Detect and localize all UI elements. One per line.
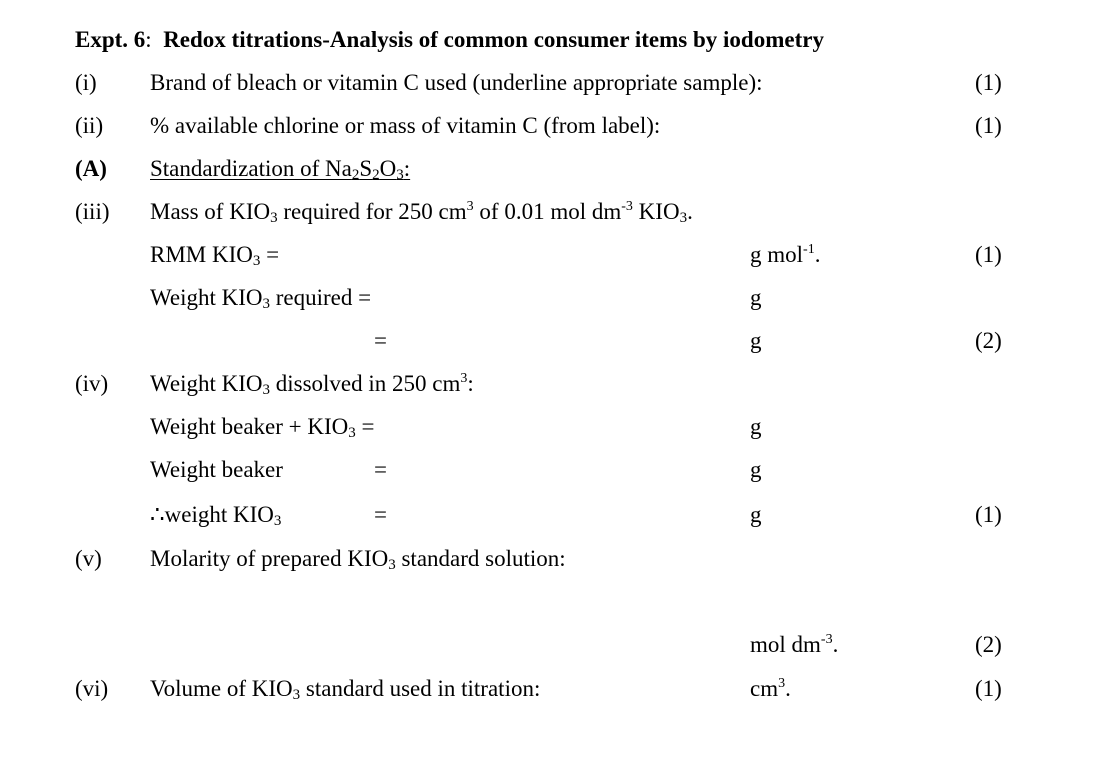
item-ii-mark: (1) <box>975 113 1002 138</box>
beaker-unit: g <box>750 457 762 482</box>
weight-required-equals: = <box>374 328 387 353</box>
weight-required-unit: g <box>750 285 762 310</box>
item-iv-number: (iv) <box>75 371 109 396</box>
item-iii-number: (iii) <box>75 199 110 224</box>
title-colon: : <box>145 27 152 52</box>
volume-mark: (1) <box>975 676 1002 701</box>
section-a-number: (A) <box>75 156 107 181</box>
weight-required-label: Weight $KIO_3$ required = <box>150 285 372 312</box>
beaker-equals: = <box>374 457 387 482</box>
page-title <box>75 26 824 54</box>
therefore-equals: = <box>374 502 387 527</box>
item-vi-label: Volume of $KIO_3$ standard used in titration: <box>150 676 541 703</box>
volume-unit: $cm^3$. <box>750 676 791 701</box>
therefore-weight-label: ∴weight $KIO_3$ <box>150 502 282 529</box>
weight-required-mark: (2) <box>975 328 1002 353</box>
item-ii-number: (ii) <box>75 113 104 138</box>
item-ii-label: % available chlorine or mass of vitamin C (from label): <box>150 113 661 138</box>
item-i-mark: (1) <box>975 70 1002 95</box>
item-iv-label: Weight $KIO_3$ dissolved in 250 $cm^3$: <box>150 371 474 398</box>
item-v-number: (v) <box>75 546 102 571</box>
molarity-mark: (2) <box>975 632 1002 657</box>
title-text: Redox titrations-Analysis of common consumer items by iodometry <box>163 27 824 52</box>
item-i-number: (i) <box>75 70 97 95</box>
rmm-unit: g mol$^{-1}$. <box>750 242 821 267</box>
beaker-kio-label: Weight beaker + $KIO_3$ = <box>150 414 375 441</box>
rmm-label: RMM $KIO_3$ = <box>150 242 280 269</box>
expt-label: Expt. 6 <box>75 27 146 52</box>
weight-required-unit-2: g <box>750 328 762 353</box>
item-vi-number: (vi) <box>75 676 109 701</box>
section-a-heading: Standardization of $Na_2S_2O_3$: <box>150 156 411 183</box>
item-iii-label: Mass of $KIO_3$ required for 250 $cm^3$ of 0.01 mol $dm^{-3}$ $KIO_3$. <box>150 199 693 226</box>
rmm-mark: (1) <box>975 242 1002 267</box>
beaker-kio-unit: g <box>750 414 762 439</box>
therefore-mark: (1) <box>975 502 1002 527</box>
beaker-label: Weight beaker <box>150 457 283 482</box>
item-v-label: Molarity of prepared $KIO_3$ standard solution: <box>150 546 566 573</box>
therefore-unit: g <box>750 502 762 527</box>
molarity-unit: mol $dm^{-3}$. <box>750 632 839 657</box>
item-i-label: Brand of bleach or vitamin C used (underline appropriate sample): <box>150 70 763 95</box>
